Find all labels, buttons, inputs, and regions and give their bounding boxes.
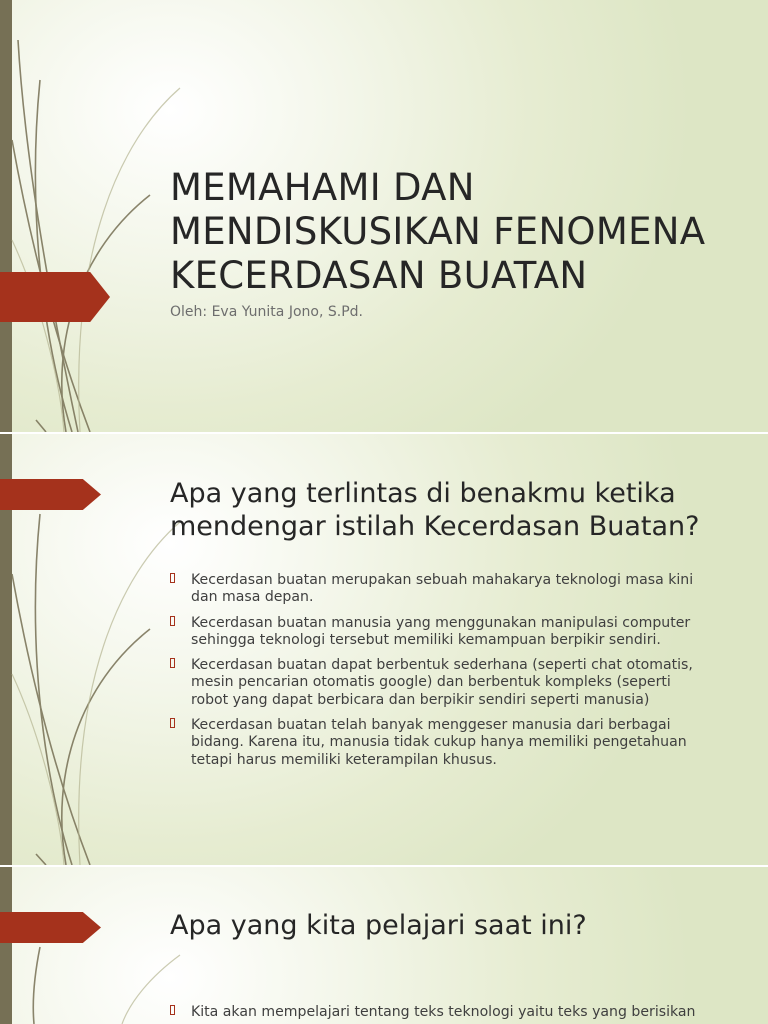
arrow-tab-icon [0,479,101,510]
slide-1 [0,0,768,432]
slide-2 [0,434,768,865]
list-item [170,657,710,709]
list-item [170,572,710,607]
bullet-text: Kecerdasan buatan merupakan sebuah mahakarya teknologi masa kini dan masa depan. [191,572,694,606]
hollow-square-bullet-icon [170,1005,175,1015]
bullet-list [170,1004,710,1024]
list-item [170,717,710,769]
bullet-list [170,572,710,777]
bullet-text: Kecerdasan buatan manusia yang menggunakan manipulasi computer sehingga teknologi tersebut memiliki kemampuan berpikir sendiri. [191,614,691,648]
slide-3 [0,867,768,1024]
bullet-text: Kita akan mempelajari tentang teks teknologi yaitu teks yang berisikan [191,1004,696,1020]
bullet-text: Kecerdasan buatan telah banyak menggeser manusia dari berbagai bidang. Karena itu, manusia tidak cukup hanya memiliki pengetahuan tetapi harus memiliki keterampilan khusus. [191,717,687,768]
decorative-curves [0,867,200,1024]
slide-subtitle: Oleh: Eva Yunita Jono, S.Pd. [170,304,363,320]
list-item [170,615,710,650]
arrow-tab-icon [0,912,101,943]
slide-title: Apa yang kita pelajari saat ini? [170,910,587,941]
slide-title: MEMAHAMI DAN MENDISKUSIKAN FENOMENA KECERDASAN BUATAN [170,166,706,297]
hollow-square-bullet-icon [170,718,175,728]
bullet-text: Kecerdasan buatan dapat berbentuk sederhana (seperti chat otomatis, mesin pencarian otomatis google) dan berbentuk kompleks (seperti robot yang dapat berbicara dan berpikir sendiri seperti manusia) [191,657,693,708]
hollow-square-bullet-icon [170,573,175,583]
hollow-square-bullet-icon [170,616,175,626]
arrow-tab-icon [0,272,110,322]
list-item [170,1004,710,1021]
hollow-square-bullet-icon [170,658,175,668]
slide-title: Apa yang terlintas di benakmu ketika mendengar istilah Kecerdasan Buatan? [170,478,700,542]
